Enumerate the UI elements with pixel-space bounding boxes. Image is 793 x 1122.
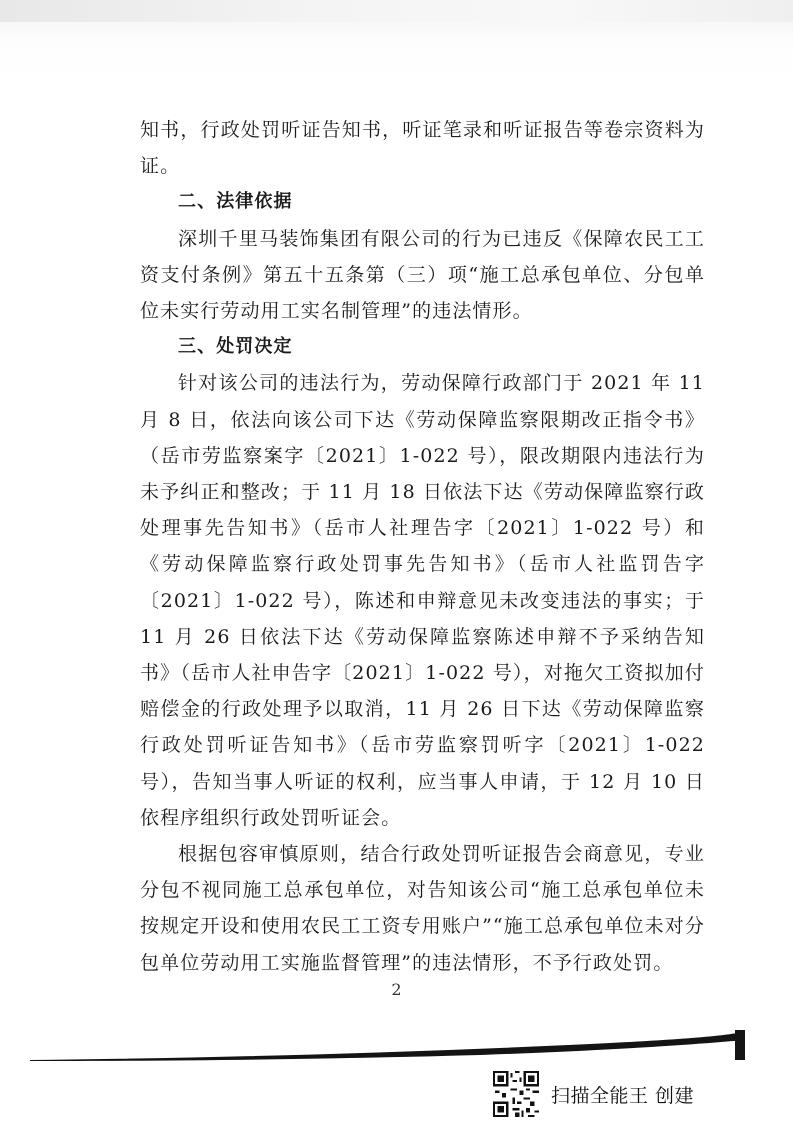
document-body bbox=[140, 112, 705, 981]
watermark-label: 扫描全能王 创建 bbox=[551, 1084, 695, 1107]
qr-code-icon bbox=[493, 1071, 539, 1117]
scan-shadow bbox=[0, 0, 793, 22]
paragraph-evidence: 知书，行政处罚听证告知书，听证笔录和听证报告等卷宗资料为证。 bbox=[140, 119, 705, 178]
paragraph-legal-basis: 深圳千里马装饰集团有限公司的行为已违反《保障农民工工资支付条例》第五十五条第（三）项“施工总承包单位、分包单位未实行劳动用工实名制管理”的违法情形。 bbox=[140, 227, 705, 323]
heading-legal-basis: 二、法律依据 bbox=[178, 191, 293, 213]
page-number: 2 bbox=[391, 980, 402, 999]
heading-penalty-decision: 三、处罚决定 bbox=[178, 336, 293, 358]
scanner-watermark bbox=[493, 1072, 694, 1116]
paragraph-decision: 根据包容审慎原则，结合行政处罚听证报告会商意见，专业分包不视同施工总承包单位，对告知该公司“施工总承包单位未按规定开设和使用农民工工资专用账户”“施工总承包单位未对分包单位劳动用工实施监督管理”的违法情形，不予行政处罚。 bbox=[140, 843, 705, 974]
paragraph-procedure: 针对该公司的违法行为，劳动保障行政部门于 2021 年 11 月 8 日，依法向该公司下达《劳动保障监察限期改正指令书》（岳市劳监察案字〔2021〕1-022 号），限改期限内违法行为未予纠正和整改；于 11 月 18 日依法下达《劳动保障监察行政处理事先告知书》（岳市人社理告字〔2021〕1-022 号）和《劳动保障监察行政处罚事先告知书》（岳市人社监罚告字〔2021〕1-022 号），陈述和申辩意见未改变违法的事实；于 11 月 26 日依法下达《劳动保障监察陈述申辩不予采纳告知书》（岳市人社申告字〔2021〕1-022 号），对拖欠工资拟加付赔偿金的行政处理予以取消，11 月 26 日下达《劳动保障监察行政处罚听证告知书》（岳市劳监察罚听字〔2021〕1-022 号），告知当事人听证的权利，应当事人申请，于 12 月 10 日依程序组织行政处罚听证会。 bbox=[140, 372, 705, 829]
scan-bottom-edge bbox=[0, 1030, 793, 1070]
